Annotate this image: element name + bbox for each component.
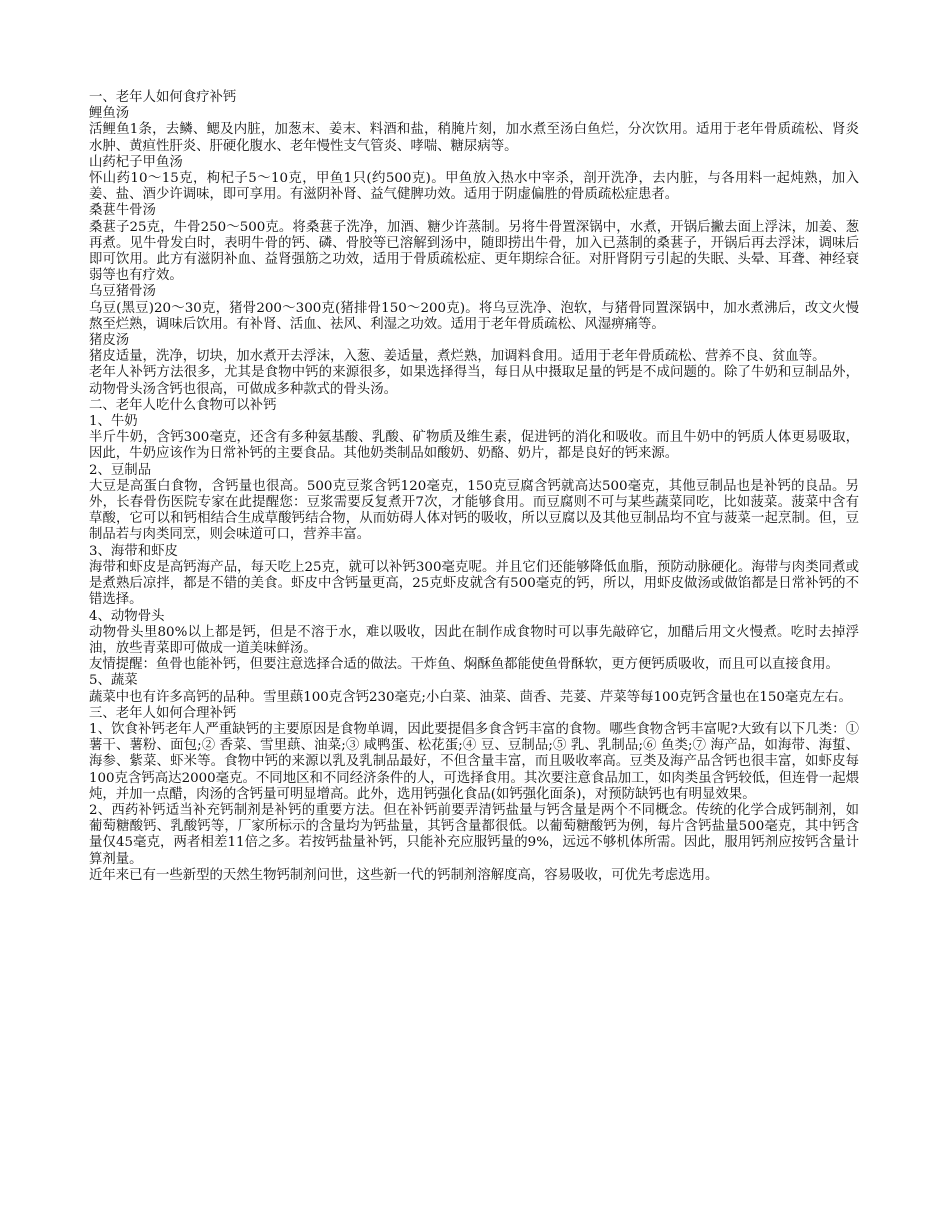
section-heading-3: 三、老年人如何合理补钙 bbox=[89, 705, 237, 721]
paragraph-new-calcium: 近年来已有一些新型的天然生物钙制剂问世，这些新一代的钙制剂溶解度高，容易吸收，可优先考虑选用。 bbox=[89, 867, 719, 883]
paragraph-mulberry-bone-soup: 桑葚子25克，牛骨250～500克。将桑葚子洗净，加酒、糖少许蒸制。另将牛骨置深锅中，水煮，开锅后撇去面上浮沫，加姜、葱再煮。见牛骨发白时，表明牛骨的钙、磷、骨胶等已溶解到汤中，随即捞出牛骨，加入已蒸制的桑葚子，开锅后再去浮沫，调味后即可饮用。此方有滋阴补血、益肾强筋之功效，适用于骨质疏松症、更年期综合征。对肝肾阴亏引起的失眠、头晕、耳聋、神经衰弱等也有疗效。 bbox=[89, 219, 859, 284]
paragraph-pig-skin-soup: 猪皮适量，洗净，切块，加水煮开去浮沫，入葱、姜适量，煮烂熟，加调料食用。适用于老年骨质疏松、营养不良、贫血等。 bbox=[89, 349, 826, 365]
paragraph-diet-calcium: 1、饮食补钙老年人严重缺钙的主要原因是食物单调，因此要提倡多食含钙丰富的食物。哪些食物含钙丰富呢?大致有以下几类：①薯干、薯粉、面包;② 香菜、雪里蕻、油菜;③ 咸鸭蛋、松花蛋;④ 豆、豆制品;⑤ 乳、乳制品;⑥ 鱼类;⑦ 海产品，如海带、海蜇、海参、紫菜、虾米等。食物中钙的来源以乳及乳制品最好，不但含量丰富，而且吸收率高。豆类及海产品含钙也很丰富，如虾皮每100克含钙高达2000毫克。不同地区和不同经济条件的人，可选择食用。其次要注意食品加工，如肉类虽含钙较低，但连骨一起煨炖，并加一点醋，肉汤的含钙量可明显增高。此外，选用钙强化食品(如钙强化面条)，对预防缺钙也有明显效果。 bbox=[89, 721, 859, 802]
paragraph-kelp-shrimp: 海带和虾皮是高钙海产品，每天吃上25克，就可以补钙300毫克呢。并且它们还能够降低血脂，预防动脉硬化。海带与肉类同煮或是煮熟后凉拌，都是不错的美食。虾皮中含钙量更高，25克虾皮就含有500毫克的钙，所以，用虾皮做汤或做馅都是日常补钙的不错选择。 bbox=[89, 559, 859, 608]
recipe-title-pig-skin-soup: 猪皮汤 bbox=[89, 333, 130, 349]
subheading-kelp-shrimp: 3、海带和虾皮 bbox=[89, 543, 178, 559]
subheading-soy: 2、豆制品 bbox=[89, 462, 152, 478]
subheading-milk: 1、牛奶 bbox=[89, 414, 138, 430]
paragraph-friendly-tip: 友情提醒：鱼骨也能补钙，但要注意选择合适的做法。干炸鱼、焖酥鱼都能使鱼骨酥软，更方便钙质吸收，而且可以直接食用。 bbox=[89, 657, 839, 673]
section-heading-2: 二、老年人吃什么食物可以补钙 bbox=[89, 397, 277, 413]
recipe-title-black-bean-soup: 乌豆猪骨汤 bbox=[89, 284, 156, 300]
paragraph-summary: 老年人补钙方法很多，尤其是食物中钙的来源很多，如果选择得当，每日从中摄取足量的钙是不成问题的。除了牛奶和豆制品外，动物骨头汤含钙也很高，可做成多种款式的骨头汤。 bbox=[89, 365, 859, 397]
recipe-title-yam-turtle-soup: 山药杞子甲鱼汤 bbox=[89, 154, 183, 170]
recipe-title-carp-soup: 鲤鱼汤 bbox=[89, 106, 130, 122]
paragraph-carp-soup: 活鲤鱼1条，去鳞、鳃及内脏，加葱末、姜末、料酒和盐，稍腌片刻，加水煮至汤白鱼烂，分次饮用。适用于老年骨质疏松、肾炎水肿、黄疸性肝炎、肝硬化腹水、老年慢性支气管炎、哮喘、糖尿病等。 bbox=[89, 122, 859, 154]
paragraph-soy: 大豆是高蛋白食物，含钙量也很高。500克豆浆含钙120毫克，150克豆腐含钙就高达500毫克，其他豆制品也是补钙的良品。另外，长春骨伤医院专家在此提醒您：豆浆需要反复煮开7次，才能够食用。而豆腐则不可与某些蔬菜同吃，比如菠菜。菠菜中含有草酸，它可以和钙相结合生成草酸钙结合物，从而妨碍人体对钙的吸收，所以豆腐以及其他豆制品均不宜与菠菜一起烹制。但，豆制品若与肉类同烹，则会味道可口，营养丰富。 bbox=[89, 478, 859, 543]
subheading-vegetables: 5、蔬菜 bbox=[89, 673, 138, 689]
paragraph-medicine-calcium: 2、西药补钙适当补充钙制剂是补钙的重要方法。但在补钙前要弄清钙盐量与钙含量是两个不同概念。传统的化学合成钙制剂，如葡萄糖酸钙、乳酸钙等，厂家所标示的含量均为钙盐量，其钙含量都很低。以葡萄糖酸钙为例，每片含钙盐量500毫克，其中钙含量仅45毫克，两者相差11倍之多。若按钙盐量补钙，只能补充应服钙量的9%，远远不够机体所需。因此，服用钙剂应按钙含量计算剂量。 bbox=[89, 802, 859, 867]
paragraph-vegetables: 蔬菜中也有许多高钙的品种。雪里蕻100克含钙230毫克;小白菜、油菜、茴香、芫荽、芹菜等每100克钙含量也在150毫克左右。 bbox=[89, 689, 852, 705]
paragraph-yam-turtle-soup: 怀山药10～15克，枸杞子5～10克，甲鱼1只(约500克)。甲鱼放入热水中宰杀，剖开洗净，去内脏，与各用料一起炖熟，加入姜、盐、酒少许调味，即可享用。有滋阴补肾、益气健脾功效。适用于阴虚偏胜的骨质疏松症患者。 bbox=[89, 171, 859, 203]
paragraph-milk: 半斤牛奶，含钙300毫克，还含有多种氨基酸、乳酸、矿物质及维生素，促进钙的消化和吸收。而且牛奶中的钙质人体更易吸取，因此，牛奶应该作为日常补钙的主要食品。其他奶类制品如酸奶、奶酪、奶片，都是良好的钙来源。 bbox=[89, 430, 859, 462]
paragraph-animal-bone: 动物骨头里80%以上都是钙，但是不溶于水，难以吸收，因此在制作成食物时可以事先敲碎它，加醋后用文火慢煮。吃时去掉浮油，放些青菜即可做成一道美味鲜汤。 bbox=[89, 624, 859, 656]
recipe-title-mulberry-bone-soup: 桑葚牛骨汤 bbox=[89, 203, 156, 219]
paragraph-black-bean-soup: 乌豆(黑豆)20～30克，猪骨200～300克(猪排骨150～200克)。将乌豆洗净、泡软，与猪骨同置深锅中，加水煮沸后，改文火慢熬至烂熟，调味后饮用。有补肾、活血、祛风、利湿之功效。适用于老年骨质疏松、风湿痹痛等。 bbox=[89, 300, 859, 332]
document-body bbox=[89, 90, 859, 884]
section-heading-1: 一、老年人如何食疗补钙 bbox=[89, 90, 237, 105]
subheading-animal-bone: 4、动物骨头 bbox=[89, 608, 165, 624]
